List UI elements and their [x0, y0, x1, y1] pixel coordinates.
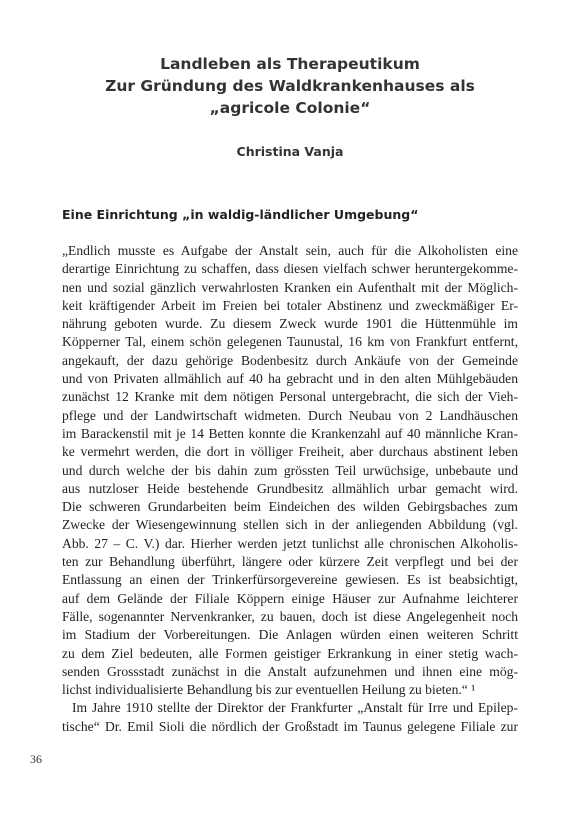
text-line: Zwecke der Wiesengewinnung stellen sich in der anliegenden Abbildung (vgl. — [62, 517, 518, 533]
text-line: pflege und der Landwirtschaft widmeten. Durch Neubau von 2 Landhäuschen — [62, 407, 518, 423]
text-line: aus nutzloser Heide bestehende Grundbesitz allmählich urbar gemacht wird. — [62, 480, 518, 496]
title-line-3: „agricole Colonie“ — [209, 99, 371, 117]
text-line: keit kräftigender Arbeit im Freien bei totaler Abstinenz und zweckmäßiger Er- — [62, 297, 518, 313]
text-line: Köpperner Tal, einem schön gelegenen Taunustal, 16 km von Frankfurt entfernt, — [62, 334, 518, 350]
text-line: angekauft, der dazu gehörige Bodenbesitz durch Ankäufe von der Gemeinde — [62, 352, 518, 368]
text-line: senden Grossstadt zunächst in die Anstalt aufzunehmen und ihnen eine mög- — [62, 663, 518, 679]
title-line-1: Landleben als Therapeutikum — [160, 55, 420, 73]
body-text — [62, 242, 518, 736]
text-line: zunächst 12 Kranke mit dem nötigen Personal untergebracht, die sich der Vieh- — [62, 389, 518, 405]
text-line: „Endlich musste es Aufgabe der Anstalt sein, auch für die Alkoholisten eine — [62, 243, 518, 258]
section-heading: Eine Einrichtung „in waldig-ländlicher Umgebung“ — [62, 207, 419, 222]
text-line: auf dem Gelände der Filiale Köppern einige Häuser zur Aufnahme leichterer — [62, 590, 518, 606]
text-line: ke vermehrt werden, die dort in völliger Freiheit, aber durchaus abstinent leben — [62, 444, 518, 460]
text-line: Abb. 27 – C. V.) dar. Hierher werden jetzt tunlichst alle chronischen Alkoholis- — [62, 535, 518, 551]
text-line: Im Jahre 1910 stellte der Direktor der Frankfurter „Anstalt für Irre und Epilep- — [72, 700, 518, 716]
text-line: im Barackenstil mit je 14 Betten konnte die Krankenzahl auf 40 männliche Kran- — [62, 425, 518, 441]
text-line: im Stadium der Vorbereitungen. Die Anlagen würden einen weiteren Schritt — [62, 627, 518, 643]
text-line: Entlassung an einen der Trinkerfürsorgevereine gewiesen. Es ist beabsichtigt, — [62, 572, 518, 588]
text-line: Die schweren Grundarbeiten beim Eindeichen des wilden Gebirgsbaches zum — [62, 499, 518, 515]
text-line: nährung geboten wurde. Zu diesem Zweck wurde 1901 die Hüttenmühle im — [62, 316, 518, 332]
text-line: nen und sozial gänzlich verwahrlosten Kranken ein Aufenthalt mit der Möglich- — [62, 279, 518, 295]
text-line: derartige Einrichtung zu schaffen, dass diesen vielfach schwer heruntergekomme- — [62, 261, 518, 277]
text-line: und durch welche der bis dahin zum grössten Teil urwüchsige, unbebaute und — [62, 462, 518, 478]
text-line: lichst individualisierte Behandlung bis zur eventuellen Heilung zu bieten.“ ¹ — [62, 682, 476, 698]
text-line: tische“ Dr. Emil Sioli die nördlich der Großstadt im Taunus gelegene Filiale zur — [62, 718, 518, 734]
page-number: 36 — [30, 752, 42, 766]
title-line-2: Zur Gründung des Waldkrankenhauses als — [105, 77, 475, 95]
author-name: Christina Vanja — [236, 144, 344, 159]
text-line: und von Privaten allmählich auf 40 ha gebracht und in den alten Mühlgebäuden — [62, 371, 518, 387]
text-line: zu dem Ziel bedeuten, alle Formen geistiger Erkrankung in einer stetig wach- — [62, 645, 518, 661]
text-line: ten zur Behandlung überführt, längere oder kürzere Zeit verpflegt und bei der — [62, 554, 518, 570]
text-line: Fälle, sogenannter Nervenkranker, zu bauen, doch ist diese Angelegenheit noch — [62, 608, 518, 624]
